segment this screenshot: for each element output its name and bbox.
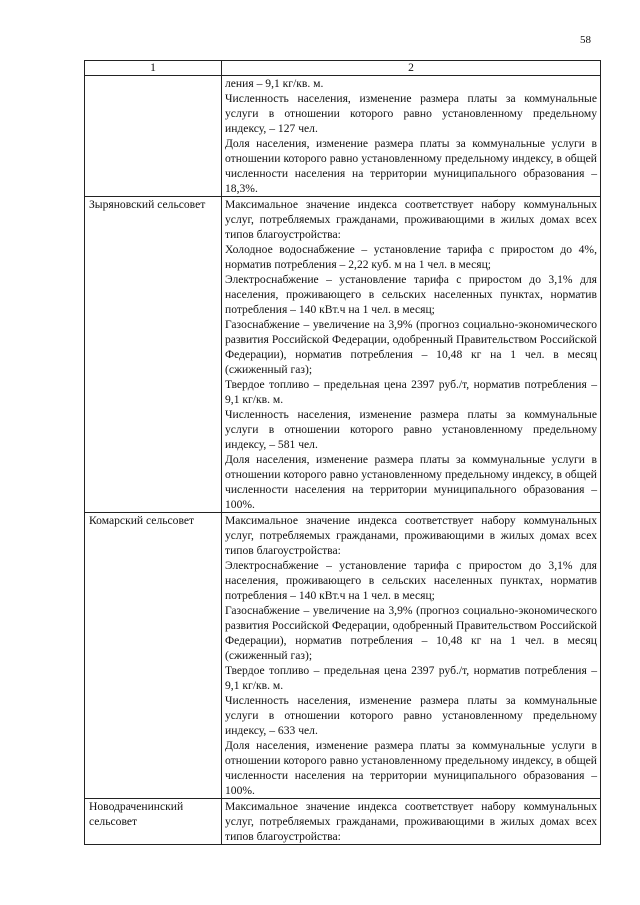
region-cell	[85, 76, 222, 197]
paragraph: Доля населения, изменение размера платы за коммунальные услуги в отношении которого равно установленному предельному индексу, в общей численности населения на территории муниципального образования – 18,3%.	[225, 137, 597, 195]
paragraph: Максимальное значение индекса соответствует набору коммунальных услуг, потребляемых гражданами, проживающими в жилых домах всех типов благоустройства:	[225, 198, 597, 241]
table-row	[85, 76, 601, 197]
paragraph: Максимальное значение индекса соответствует набору коммунальных услуг, потребляемых гражданами, проживающими в жилых домах всех типов благоустройства:	[225, 800, 597, 843]
paragraph: Газоснабжение – увеличение на 3,9% (прогноз социально-экономического развития Российской Федерации, одобренный Правительством Российской Федерации), норматив потребления – 10,48 кг на 1 чел. в месяц (сжиженный газ);	[225, 604, 597, 662]
paragraph: Численность населения, изменение размера платы за коммунальные услуги в отношении которого равно установленному предельному индексу, – 581 чел.	[225, 408, 597, 451]
region-cell: Комарский сельсовет	[85, 513, 222, 799]
table-row	[85, 513, 601, 799]
paragraph: Доля населения, изменение размера платы за коммунальные услуги в отношении которого равно установленному предельному индексу, в общей численности населения на территории муниципального образования – 100%.	[225, 739, 597, 797]
paragraph: Доля населения, изменение размера платы за коммунальные услуги в отношении которого равно установленному предельному индексу, в общей численности населения на территории муниципального образования – 100%.	[225, 453, 597, 511]
region-cell: Зыряновский сельсовет	[85, 197, 222, 513]
table-header-row	[85, 61, 601, 76]
paragraph: Численность населения, изменение размера платы за коммунальные услуги в отношении которого равно установленному предельному индексу, – 127 чел.	[225, 92, 597, 135]
page-number: 58	[580, 34, 591, 46]
table-row	[85, 197, 601, 513]
paragraph: Твердое топливо – предельная цена 2397 руб./т, норматив потребления – 9,1 кг/кв. м.	[225, 664, 597, 692]
paragraph: Электроснабжение – установление тарифа с приростом до 3,1% для населения, проживающего в сельских населенных пунктах, норматив потребления – 140 кВт.ч на 1 чел. в месяц;	[225, 273, 597, 316]
description-cell	[222, 799, 601, 845]
paragraph: Газоснабжение – увеличение на 3,9% (прогноз социально-экономического развития Российской Федерации, одобренный Правительством Российской Федерации), норматив потребления – 10,48 кг на 1 чел. в месяц (сжиженный газ);	[225, 318, 597, 376]
paragraph: Твердое топливо – предельная цена 2397 руб./т, норматив потребления – 9,1 кг/кв. м.	[225, 378, 597, 406]
paragraph: Электроснабжение – установление тарифа с приростом до 3,1% для населения, проживающего в сельских населенных пунктах, норматив потребления – 140 кВт.ч на 1 чел. в месяц;	[225, 559, 597, 602]
column-header-2: 2	[222, 61, 601, 76]
paragraph: ления – 9,1 кг/кв. м.	[225, 77, 324, 90]
table-row	[85, 799, 601, 845]
paragraph: Холодное водоснабжение – установление тарифа с приростом до 4%, норматив потребления – 2,22 куб. м на 1 чел. в месяц;	[225, 243, 597, 271]
description-cell	[222, 513, 601, 799]
paragraph: Максимальное значение индекса соответствует набору коммунальных услуг, потребляемых гражданами, проживающими в жилых домах всех типов благоустройства:	[225, 514, 597, 557]
description-cell	[222, 76, 601, 197]
region-cell: Новодраченинский сельсовет	[85, 799, 222, 845]
index-table	[84, 60, 601, 845]
description-cell	[222, 197, 601, 513]
paragraph: Численность населения, изменение размера платы за коммунальные услуги в отношении которого равно установленному предельному индексу, – 633 чел.	[225, 694, 597, 737]
column-header-1: 1	[85, 61, 222, 76]
